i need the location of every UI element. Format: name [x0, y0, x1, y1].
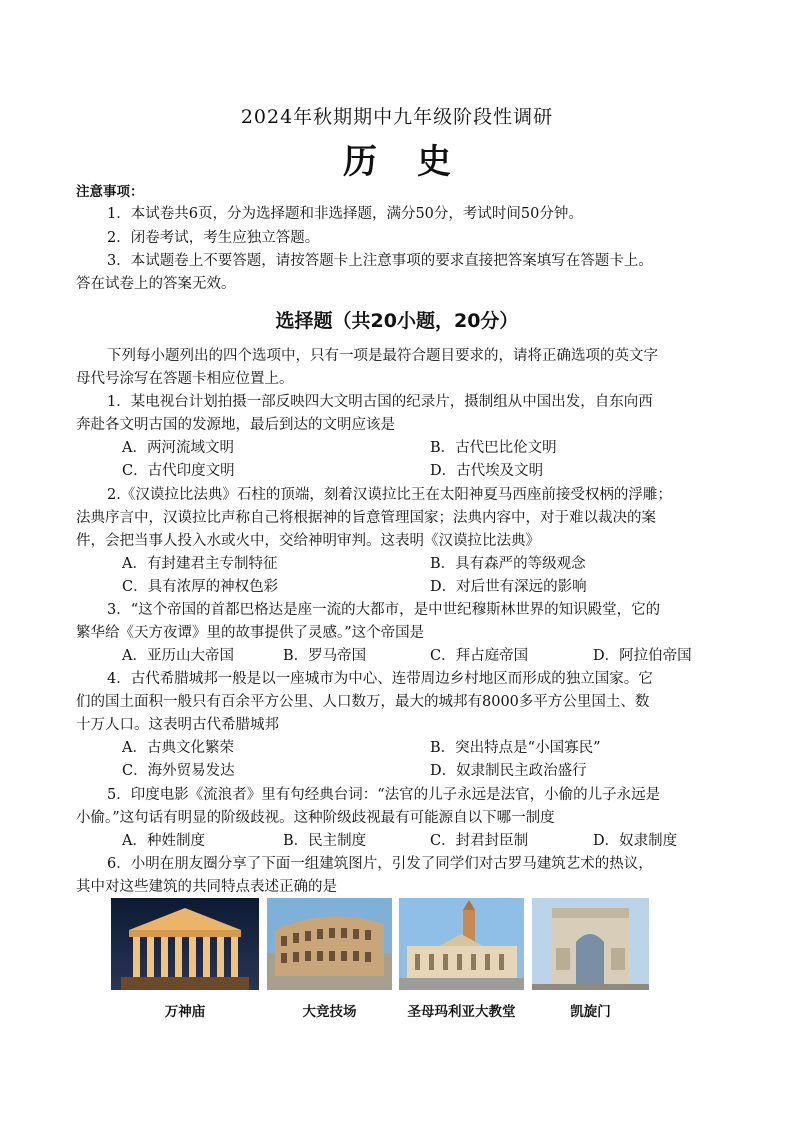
question-stem: 2.《汉谟拉比法典》石柱的顶端，刻着汉谟拉比王在太阳神夏马西座前接受权柄的浮雕；: [107, 487, 672, 503]
basilica-photo: [399, 898, 524, 990]
option-d: D．奴隶制民主政治盛行: [430, 763, 587, 779]
section-heading: 选择题（共20小题，20分）: [275, 310, 519, 332]
option-c: C．封君封臣制: [430, 833, 529, 849]
option-b: B．罗马帝国: [283, 648, 367, 664]
section-intro: 下列每小题列出的四个选项中，只有一项是最符合题目要求的，请将正确选项的英文字: [107, 348, 658, 364]
option-a: A．有封建君主专制特征: [122, 556, 278, 572]
notice-heading: 注意事项：: [76, 184, 144, 200]
option-a: A．古典文化繁荣: [122, 740, 234, 756]
subject-title: 历史: [343, 142, 491, 182]
arc-de-triomphe-caption: 凯旋门: [570, 1004, 611, 1020]
option-c: C．具有浓厚的神权色彩: [122, 579, 279, 595]
pantheon-photo: [111, 898, 259, 990]
notice-item: 2．闭卷考试，考生应独立答题。: [107, 230, 320, 246]
option-a: A．亚历山大帝国: [122, 648, 234, 664]
colosseum-photo: [267, 898, 392, 990]
colosseum-caption: 大竞技场: [302, 1004, 357, 1020]
option-c: C．拜占庭帝国: [430, 648, 529, 664]
question-stem: 6．小明在朋友圈分享了下面一组建筑图片，引发了同学们对古罗马建筑艺术的热议，: [107, 856, 653, 872]
pantheon-caption: 万神庙: [164, 1004, 206, 1020]
option-c: C．古代印度文明: [122, 463, 235, 479]
option-a: A．两河流域文明: [122, 440, 234, 456]
option-b: B．民主制度: [283, 833, 367, 849]
question-stem: 奔赴各文明古国的发源地，最后到达的文明应该是: [76, 417, 395, 433]
question-stem: 十万人口。这表明古代希腊城邦: [76, 717, 279, 733]
basilica-caption: 圣母玛利亚大教堂: [407, 1004, 516, 1020]
option-d: D．对后世有深远的影响: [430, 579, 587, 595]
question-stem: 们的国土面积一般只有百余平方公里、人口数万，最大的城邦有8000多平方公里国土、数: [76, 694, 650, 710]
option-b: B．具有森严的等级观念: [430, 556, 586, 572]
exam-title: 2024年秋期期中九年级阶段性调研: [240, 106, 554, 128]
question-stem: 件，会把当事人投入水或火中，交给神明审判。这表明《汉谟拉比法典》: [76, 533, 540, 549]
question-stem: 3．“这个帝国的首都巴格达是座一流的大都市，是中世纪穆斯林世界的知识殿堂，它的: [107, 602, 661, 618]
option-c: C．海外贸易发达: [122, 763, 235, 779]
notice-item: 1．本试卷共6页，分为选择题和非选择题，满分50分，考试时间50分钟。: [107, 206, 583, 222]
question-stem: 5．印度电影《流浪者》里有句经典台词：“法官的儿子永远是法官，小偷的儿子永远是: [107, 787, 661, 803]
option-d: D．阿拉伯帝国: [593, 648, 692, 664]
section-intro: 母代号涂写在答题卡相应位置上。: [76, 371, 294, 387]
option-d: D．奴隶制度: [593, 833, 678, 849]
notice-item: 答在试卷上的答案无效。: [76, 276, 236, 292]
notice-item: 3．本试题卷上不要答题，请按答题卡上注意事项的要求直接把答案填写在答题卡上。: [107, 253, 653, 269]
question-stem: 4．古代希腊城邦一般是以一座城市为中心、连带周边乡村地区而形成的独立国家。它: [107, 671, 653, 687]
option-a: A．种姓制度: [122, 833, 205, 849]
option-d: D．古代埃及文明: [430, 463, 544, 479]
question-stem: 小偷。”这句话有明显的阶级歧视。这种阶级歧视最有可能源自以下哪一制度: [76, 810, 555, 826]
question-stem: 繁华给《天方夜谭》里的故事提供了灵感。”这个帝国是: [76, 625, 425, 641]
arc-de-triomphe-photo: [532, 898, 649, 990]
question-stem: 1．某电视台计划拍摄一部反映四大文明古国的纪录片，摄制组从中国出发，自东向西: [107, 394, 653, 410]
question-stem: 法典序言中，汉谟拉比声称自己将根据神的旨意管理国家；法典内容中，对于难以裁决的案: [76, 510, 656, 526]
option-b: B．古代巴比伦文明: [430, 440, 557, 456]
option-b: B．突出特点是“小国寡民”: [430, 740, 601, 756]
question-stem: 其中对这些建筑的共同特点表述正确的是: [76, 879, 337, 895]
